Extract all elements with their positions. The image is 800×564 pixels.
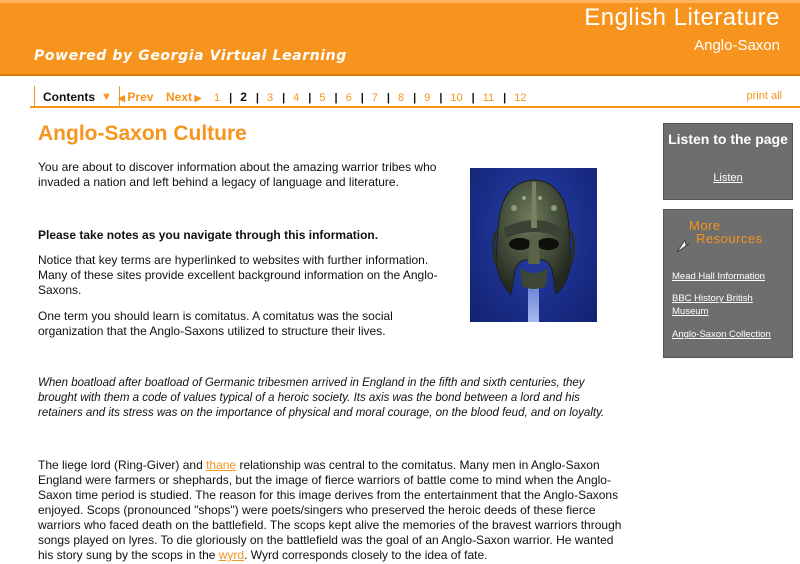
mead-hall-link[interactable]: Mead Hall Information [672, 271, 765, 282]
page-link-12[interactable]: 12 [514, 92, 527, 104]
p5-text-a: The liege lord (Ring-Giver) and [38, 458, 207, 472]
page-link-3[interactable]: 3 [266, 92, 274, 104]
page-link-11[interactable]: 11 [482, 92, 495, 104]
next-link[interactable] [166, 90, 201, 104]
notes-instruction: Please take notes as you navigate through this information. [38, 228, 379, 242]
site-header [0, 0, 800, 76]
page-separator: | [503, 92, 507, 104]
page-link-5[interactable]: 5 [319, 92, 326, 104]
page-separator: | [471, 92, 475, 104]
p5-text-b: relationship was central to the comitatus. Many men in Anglo-Saxon England were farmers or shephards, but the image of fierce warriors of battle come to mind when the Anglo-Saxon time period is studied. The reason for this image derives from the entertainment that the Anglo-Saxons enjoyed. Scops (pronounced "shops") were poets/singers who preserved the heroic deeds of these fierce warriors who faced death on the battlefield. The scops kept alive the memories of the bravest warriors through songs played on lyres. To die gloriously on the battlefield was the goal of an Anglo-Saxon warrior. He wanted his story sung by the scops in the [38, 458, 622, 562]
page-link-10[interactable]: 10 [450, 92, 463, 104]
hyperlink-note-paragraph: Notice that key terms are hyperlinked to websites with further information. Many of these sites provide excellent background information on the Anglo-Saxons. [38, 253, 438, 297]
prev-label: Prev [127, 90, 154, 104]
contents-dropdown[interactable] [34, 86, 120, 108]
prev-arrow-icon: ◀ [118, 93, 128, 103]
intro-paragraph: You are about to discover information about the amazing warrior tribes who invaded a nation and left behind a legacy of language and literature. [38, 160, 437, 189]
more-resources-panel [663, 209, 793, 358]
page-link-4[interactable]: 4 [293, 92, 300, 104]
prev-link[interactable] [118, 90, 153, 104]
more-resources-title-line-1: More [689, 218, 721, 233]
page-link-6[interactable]: 6 [345, 92, 352, 104]
page-link-9[interactable]: 9 [424, 92, 431, 104]
page-separator: | [360, 92, 364, 104]
page-separator: | [334, 92, 338, 104]
cursor-arrow-icon [673, 236, 691, 254]
course-title: English Literature [584, 4, 780, 31]
anglo-saxon-collection-link[interactable]: Anglo-Saxon Collection [672, 329, 771, 340]
page-separator: | [229, 92, 233, 104]
sutton-hoo-helmet-image [470, 168, 597, 322]
p5-text-c: . Wyrd corresponds closely to the idea of fate. [244, 548, 488, 562]
header-top-line [0, 0, 800, 3]
more-resources-title-line-2: Resources [696, 231, 763, 246]
course-subtitle: Anglo-Saxon [694, 37, 780, 54]
page-separator: | [439, 92, 443, 104]
comitatus-paragraph: One term you should learn is comitatus. A comitatus was the social organization that the Anglo-Saxons utilized to structure their lives. [38, 309, 393, 338]
listen-panel [663, 123, 793, 200]
print-all-link[interactable]: print all [746, 90, 782, 102]
page-separator: | [255, 92, 259, 104]
chevron-down-icon: ▼ [101, 91, 112, 103]
next-arrow-icon: ▶ [192, 93, 202, 103]
page-separator: | [282, 92, 286, 104]
page-link-7[interactable]: 7 [371, 92, 378, 104]
powered-by-text: Powered by Georgia Virtual Learning [34, 48, 347, 64]
page-separator: | [386, 92, 390, 104]
page-title: Anglo-Saxon Culture [38, 122, 247, 145]
page-separator: | [413, 92, 417, 104]
contents-label: Contents [43, 90, 95, 104]
listen-link[interactable]: Listen [713, 172, 743, 184]
heroic-society-quote: When boatload after boatload of Germanic tribesmen arrived in England in the fifth and sixth centuries, they brought with them a code of values typical of a heroic society. Its axis was the bond between a lord and his retainers and its stress was on the importance of physical and moral courage, on the blood feud, and on loyalty. [38, 377, 605, 419]
next-label: Next [166, 90, 193, 104]
thane-link[interactable]: thane [206, 458, 237, 472]
page-separator: | [308, 92, 312, 104]
listen-panel-title: Listen to the page [668, 131, 788, 147]
current-page-2: 2 [240, 90, 247, 104]
bbc-history-link[interactable]: BBC History British Museum [672, 293, 753, 317]
header-bottom-line [0, 74, 800, 76]
page-link-1[interactable]: 1 [214, 92, 221, 104]
page-navigation [30, 86, 800, 108]
liege-lord-paragraph [38, 458, 623, 563]
wyrd-link[interactable]: wyrd [218, 548, 245, 562]
page-number-list [214, 90, 526, 104]
helmet-illustration [470, 168, 597, 322]
page-link-8[interactable]: 8 [397, 92, 405, 104]
